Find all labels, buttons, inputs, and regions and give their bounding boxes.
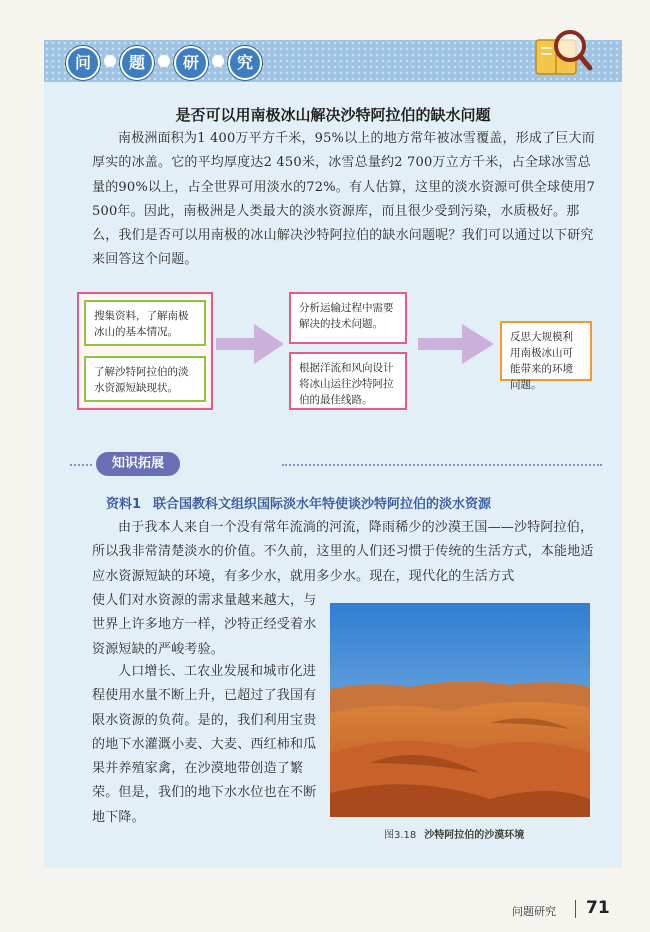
dotted-rule (282, 464, 602, 466)
flow-step-water-shortage: 了解沙特阿拉伯的淡水资源短缺现状。 (84, 356, 206, 402)
badge-dot (212, 55, 224, 67)
figure-caption (384, 826, 524, 841)
dotted-rule (70, 464, 92, 466)
arrow-right-icon (214, 318, 286, 370)
badge-dot (104, 55, 116, 67)
page-number: 71 (586, 898, 610, 918)
flow-step-environment: 反思大规模利用南极冰山可能带来的环境问题。 (500, 321, 592, 381)
section-title-badges (66, 46, 262, 80)
flow-step-tech-issues: 分析运输过程中需要解决的技术问题。 (289, 292, 407, 344)
flow-step-collect-info: 搜集资料，了解南极冰山的基本情况。 (84, 300, 206, 346)
desert-photo (330, 603, 590, 817)
material-paragraph-2: 人口增长、工农业发展和城市化进程使用水量不断上升，已超过了我国有限水资源的负荷。是的，我们利用宝贵的地下水灌溉小麦、大麦、西红柿和瓜果并养殖家禽，在沙漠地带创造了繁荣。但是，我们的地下水水位也在不断地下降。 (92, 664, 317, 825)
figure-caption-text: 沙特阿拉伯的沙漠环境 (424, 830, 525, 841)
section-title-char-3: 研 (174, 46, 208, 80)
material-paragraph-1: 由于我本人来自一个没有常年流淌的河流，降雨稀少的沙漠王国——沙特阿拉伯，所以我非常清楚淡水的价值。不久前，这里的人们还习惯于传统的生活方式，本能地适应水资源短缺的环境，有多少水，就用多少水。现在，现代化的生活方式 (92, 520, 594, 584)
figure-number: 图3.18 (384, 830, 417, 841)
material-number: 资料1 (106, 497, 142, 512)
section-title-char-2: 题 (120, 46, 154, 80)
knowledge-extension-label: 知识拓展 (96, 452, 180, 476)
badge-dot (158, 55, 170, 67)
magnifier-book-icon (528, 22, 596, 88)
footer-divider (575, 900, 576, 918)
article-title: 是否可以用南极冰山解决沙特阿拉伯的缺水问题 (175, 106, 491, 124)
material-heading (106, 493, 606, 512)
section-title-char-1: 问 (66, 46, 100, 80)
flow-step-best-route: 根据洋流和风向设计将冰山运往沙特阿拉伯的最佳线路。 (289, 352, 407, 410)
arrow-right-icon (416, 318, 496, 370)
section-title-char-4: 究 (228, 46, 262, 80)
footer-section-label: 问题研究 (512, 905, 556, 918)
intro-paragraph: 南极洲面积为1 400万平方千米，95%以上的地方常年被冰雪覆盖，形成了巨大而厚实的冰盖。它的平均厚度达2 450米，冰雪总量约2 700万立方千米，占全球冰雪总量的90%以上，占全世界可用淡水的72%。有人估算，这里的淡水资源可供全球使用7 500年。因此，南极洲是人类最大的淡水资源库，而且很少受到污染，水质极好。那么，我们是否可以用南极的冰山解决沙特阿拉伯的缺水问题呢？我们可以通过以下研究来回答这个问题。 (92, 131, 596, 268)
knowledge-extension-header (82, 452, 602, 478)
material-paragraph-1-continued: 使人们对水资源的需求量越来越大，与世界上许多地方一样，沙特正经受着水资源短缺的严峻考验。 (92, 593, 317, 657)
material-title: 联合国教科文组织国际淡水年特使谈沙特阿拉伯的淡水资源 (153, 497, 492, 512)
